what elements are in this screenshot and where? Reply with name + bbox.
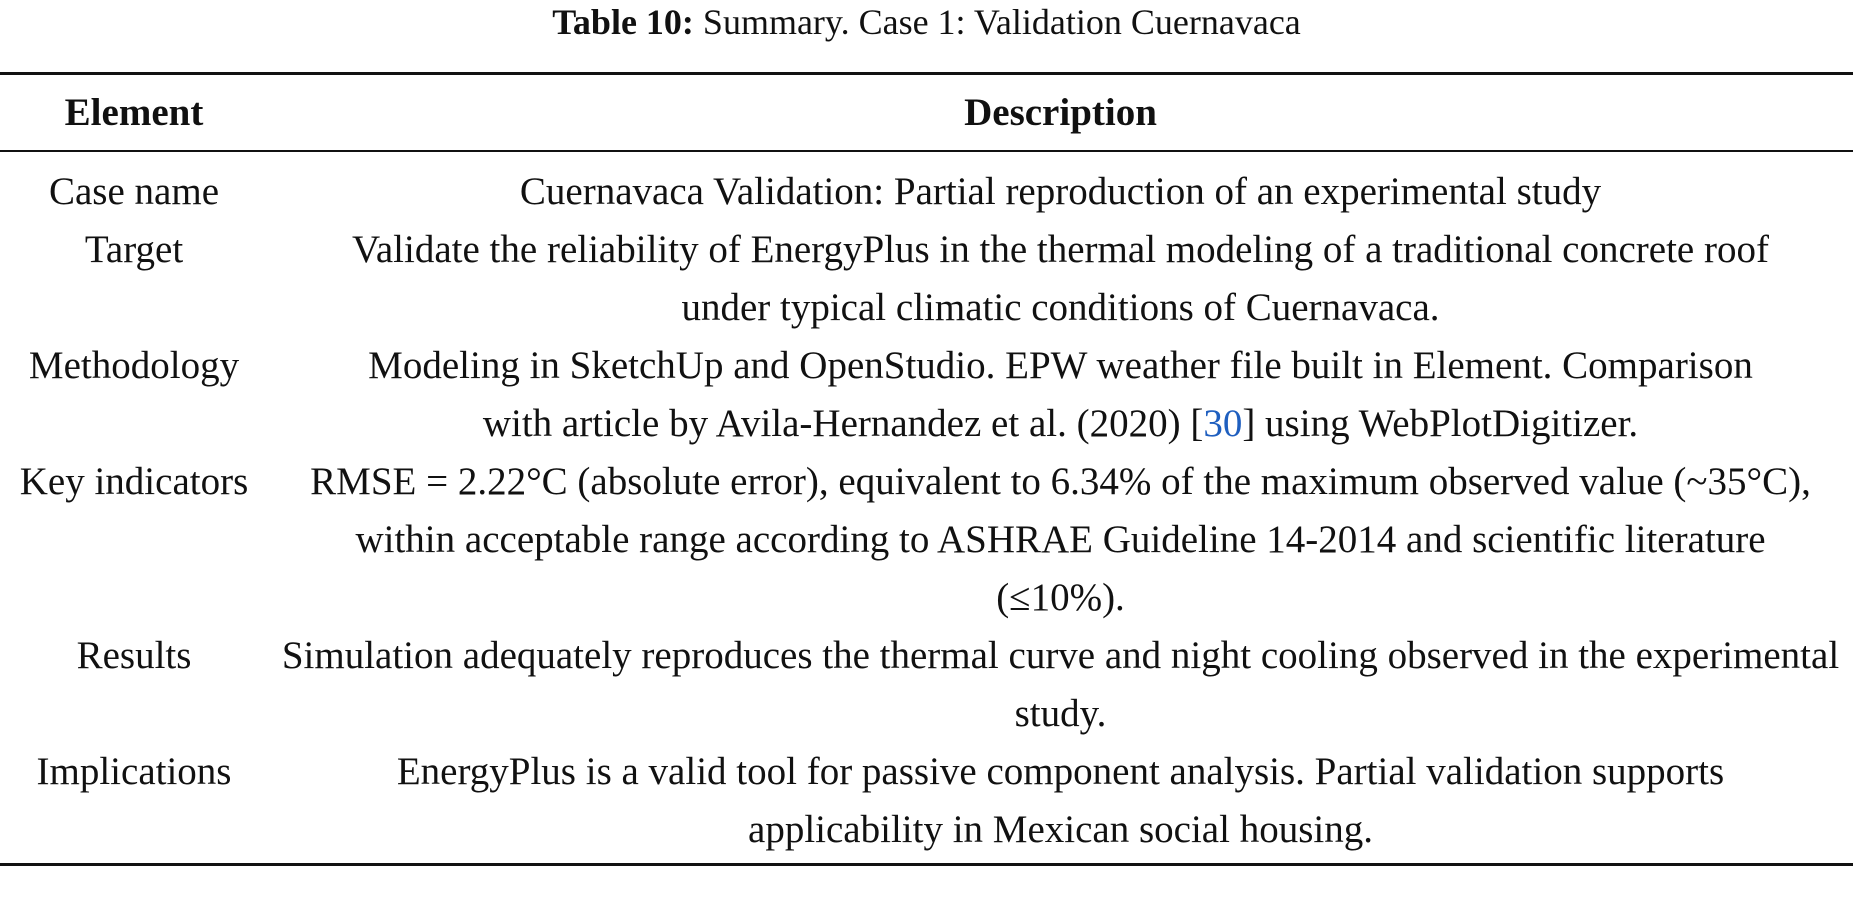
row-description-case-name — [268, 151, 1853, 221]
description-text: RMSE = 2.22°C (absolute error), equivalent to 6.34% of the maximum observed value (~35°C), within acceptable range according to ASHRAE Guideline 14-2014 and scientific literature (≤10%). — [310, 460, 1811, 619]
row-element-results: Results — [76, 634, 192, 677]
table-row — [0, 627, 1853, 743]
citation-link[interactable]: 30 — [1203, 402, 1243, 445]
description-text-after-ref: ] using WebPlotDigitizer. — [1242, 402, 1639, 445]
row-element-implications: Implications — [36, 750, 232, 793]
caption-label: Table 10: — [552, 2, 694, 42]
row-description-key-indicators — [268, 453, 1853, 627]
table-row — [0, 337, 1853, 453]
table-row — [0, 453, 1853, 627]
table-caption — [0, 0, 1853, 44]
row-element-case-name: Case name — [48, 170, 219, 213]
description-text: Cuernavaca Validation: Partial reproduction of an experimental study — [519, 170, 1602, 213]
description-text-before-ref: Modeling in SketchUp and OpenStudio. EPW weather file built in Element. Comparison with article by Avila-Hernandez et al. (2020) [ — [368, 344, 1753, 445]
header-row — [0, 74, 1853, 152]
description-text — [341, 337, 1781, 453]
row-description-implications — [268, 743, 1853, 865]
summary-table — [0, 72, 1853, 866]
row-element-key-indicators: Key indicators — [19, 460, 249, 503]
description-text: Simulation adequately reproduces the thermal curve and night cooling observed in the experimental study. — [281, 634, 1840, 735]
row-description-results — [268, 627, 1853, 743]
header-element: Element — [64, 91, 204, 134]
table-row — [0, 151, 1853, 221]
description-text: Validate the reliability of EnergyPlus in the thermal modeling of a traditional concrete roof under typical climatic conditions of Cuernavaca. — [352, 228, 1769, 329]
row-description-target — [268, 221, 1853, 337]
summary-table-container — [0, 72, 1853, 866]
row-element-methodology: Methodology — [28, 344, 240, 387]
row-element-target: Target — [84, 228, 184, 271]
description-text: EnergyPlus is a valid tool for passive component analysis. Partial validation supports applicability in Mexican social housing. — [396, 750, 1725, 851]
row-description-methodology — [268, 337, 1853, 453]
table-row — [0, 221, 1853, 337]
header-description: Description — [964, 91, 1157, 134]
caption-text: Summary. Case 1: Validation Cuernavaca — [702, 2, 1301, 42]
table-row — [0, 743, 1853, 865]
